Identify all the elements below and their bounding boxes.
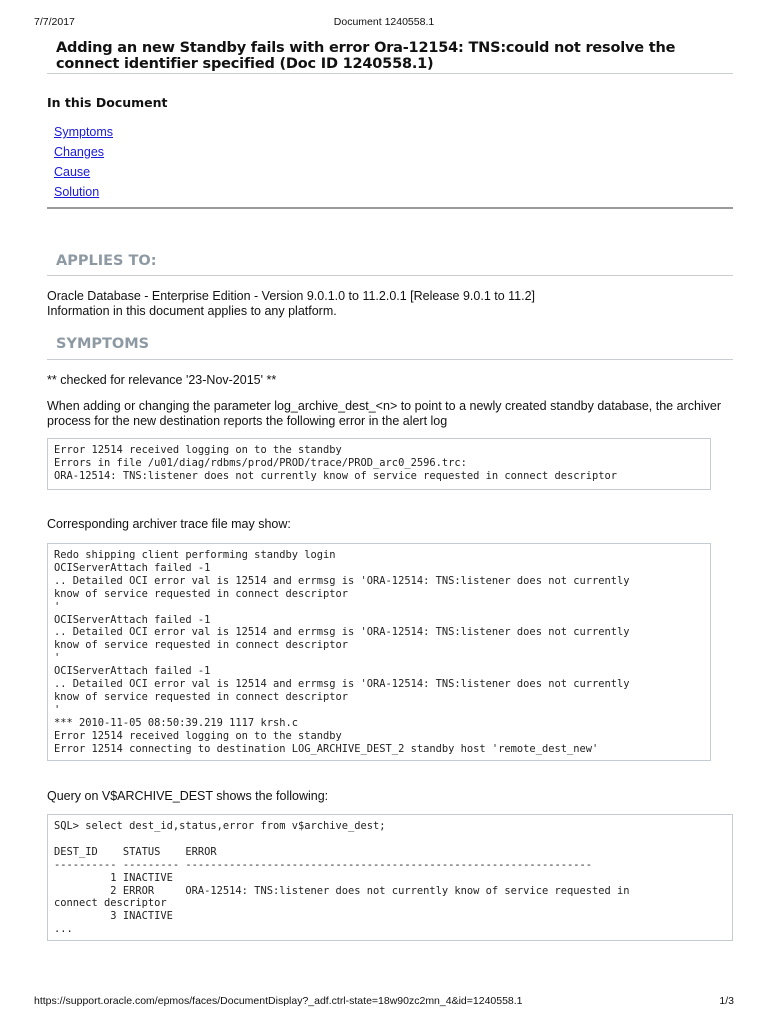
- alert-log-code-block: Error 12514 received logging on to the standby Errors in file /u01/diag/rdbms/prod/PROD/trace/PROD_arc0_2596.trc: ORA-12514: TNS:listener does not currently know of service requested in connect descriptor: [47, 438, 711, 490]
- toc-link-solution[interactable]: Solution: [54, 185, 100, 199]
- footer-page-number: 1/3: [719, 995, 734, 1007]
- footer-url: https://support.oracle.com/epmos/faces/DocumentDisplay?_adf.ctrl-state=18w90zc2mn_4&id=1240558.1: [34, 995, 523, 1007]
- toc-item: [54, 164, 113, 184]
- relevance-check-note: ** checked for relevance '23-Nov-2015' **: [47, 373, 277, 387]
- trace-file-code-block: Redo shipping client performing standby login OCIServerAttach failed -1 .. Detailed OCI error val is 12514 and errmsg is 'ORA-12514: TNS:listener does not currently know of service requested in connect descriptor ' OCIServerAttach failed -1 .. Detailed OCI error val is 12514 and errmsg is 'ORA-12514: TNS:listener does not currently know of service requested in connect descriptor ' OCIServerAttach failed -1 .. Detailed OCI error val is 12514 and errmsg is 'ORA-12514: TNS:listener does not currently know of service requested in connect descriptor ' *** 2010-11-05 08:50:39.219 1117 krsh.c Error 12514 received logging on to the standby Error 12514 connecting to destination LOG_ARCHIVE_DEST_2 standby host 'remote_dest_new': [47, 543, 711, 761]
- symptoms-heading: SYMPTOMS: [56, 336, 150, 352]
- applies-to-platform: Information in this document applies to any platform.: [47, 304, 337, 318]
- print-document-label: Document 1240558.1: [333, 16, 435, 28]
- toc-link-cause[interactable]: Cause: [54, 165, 91, 179]
- print-date: 7/7/2017: [34, 16, 75, 28]
- toc-link-symptoms[interactable]: Symptoms: [54, 125, 114, 139]
- symptoms-intro: When adding or changing the parameter log_archive_dest_<n> to point to a newly created standby database, the archiver process for the new destination reports the following error in the alert log: [47, 399, 722, 428]
- toc-list: [54, 124, 113, 204]
- archive-dest-query-code-block: SQL> select dest_id,status,error from v$archive_dest; DEST_ID STATUS ERROR ---------- --------- ----------------------------------------------------------------- 1 INACTIVE 2 ERROR ORA-12514: TNS:listener does not currently know of service requested in connect descriptor 3 INACTIVE ...: [47, 814, 733, 941]
- applies-to-version: Oracle Database - Enterprise Edition - Version 9.0.1.0 to 11.2.0.1 [Release 9.0.1 to 11.2]: [47, 289, 536, 303]
- symptoms-divider: [47, 359, 733, 360]
- toc-divider: [47, 207, 733, 209]
- toc-item: [54, 124, 113, 144]
- title-divider: [47, 73, 733, 74]
- toc-item: [54, 184, 113, 204]
- trace-intro: Corresponding archiver trace file may show:: [47, 517, 291, 531]
- applies-to-divider: [47, 275, 733, 276]
- toc-heading: In this Document: [47, 95, 168, 110]
- document-title: Adding an new Standby fails with error Ora-12154: TNS:could not resolve the connect identifier specified (Doc ID 1240558.1): [56, 40, 676, 72]
- toc-item: [54, 144, 113, 164]
- applies-to-heading: APPLIES TO:: [56, 253, 157, 269]
- toc-link-changes[interactable]: Changes: [54, 145, 105, 159]
- query-intro: Query on V$ARCHIVE_DEST shows the following:: [47, 789, 329, 803]
